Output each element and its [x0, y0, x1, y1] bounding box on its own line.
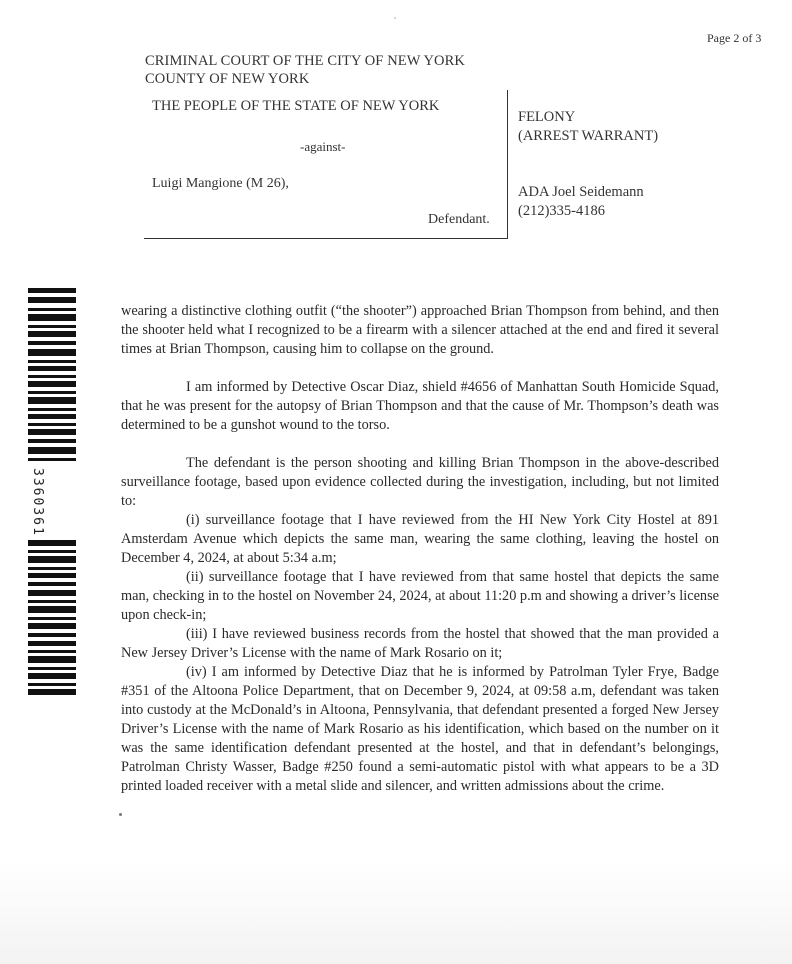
- page-bottom-shade: [0, 860, 792, 964]
- barcode-bar: [28, 540, 76, 546]
- ada-phone: (212)335-4186: [518, 203, 605, 219]
- barcode-bar: [28, 623, 76, 629]
- caption-defendant-name: Luigi Mangione (M 26),: [152, 176, 289, 191]
- charge-block: [518, 108, 658, 146]
- page-number: Page 2 of 3: [707, 31, 762, 45]
- charge-line-2: (ARREST WARRANT): [518, 128, 659, 144]
- barcode-bar: [28, 617, 76, 620]
- evidence-item-4: (iv) I am informed by Detective Diaz that he is informed by Patrolman Tyler Frye, Badge #351 of the Altoona Police Department, that on December 9, 2024, at 09:58 a.m, defendant was taken into custody at the McDonald’s in Altoona, Pennsylvania, that defendant presented a forged New Jersey Driver’s License with the name of Mark Rosario as his identification, which based on the number on it was the same identification defendant presented at the hostel, and that in defendant’s belongings, Patrolman Christy Wasser, Badge #250 found a semi-automatic pistol with what appears to be a 3D printed loaded receiver with a metal slide and silencer, and written admissions about the crime.: [121, 664, 719, 794]
- court-heading: [145, 52, 465, 88]
- charge-line-1: FELONY: [518, 109, 576, 125]
- barcode-bar: [28, 360, 76, 363]
- evidence-item-1: (i) surveillance footage that I have reviewed from the HI New York City Hostel at 891 Amsterdam Avenue which depicts the same man, wearing the same clothing, leaving the hostel on December 4, 2024, at about 5:34 a.m;: [121, 512, 719, 566]
- barcode-bar: [28, 429, 76, 435]
- barcode-bar: [28, 439, 76, 443]
- paragraph-autopsy: I am informed by Detective Oscar Diaz, shield #4656 of Manhattan South Homicide Squad, that he was present for the autopsy of Brian Thompson and that the cause of Mr. Thompson’s death was determined to be a gunshot wound to the torso.: [121, 379, 719, 433]
- paragraph-shooter: wearing a distinctive clothing outfit (“the shooter”) approached Brian Thompson from behind, and then the shooter held what I recognized to be a firearm with a silencer attached at the end and fired it several times at Brian Thompson, causing him to collapse on the ground.: [121, 303, 719, 357]
- barcode-bar: [28, 550, 76, 553]
- barcode-bar: [28, 325, 76, 328]
- barcode-bar: [28, 606, 76, 613]
- barcode-bar: [28, 600, 76, 603]
- caption-defendant-label: Defendant.: [428, 212, 490, 227]
- scan-speck: [394, 17, 396, 19]
- barcode-bar: [28, 408, 76, 411]
- paragraph-evidence-intro: The defendant is the person shooting and killing Brian Thompson in the above-described surveillance footage, based upon evidence collected during the investigation, including, but not limited to:: [121, 455, 719, 509]
- caption-against: -against-: [300, 139, 346, 154]
- margin-mark: [119, 813, 122, 816]
- barcode-bar: [28, 341, 76, 345]
- barcode-bar: [28, 381, 76, 387]
- barcode-bar: [28, 667, 76, 670]
- barcode-bar: [28, 458, 76, 461]
- barcode-bar: [28, 331, 76, 337]
- barcode-bar: [28, 297, 76, 303]
- affidavit-body: [121, 302, 719, 796]
- barcode-bar: [28, 397, 76, 404]
- barcode-bar: [28, 633, 76, 637]
- caption-people: THE PEOPLE OF THE STATE OF NEW YORK: [152, 98, 440, 114]
- ada-name: ADA Joel Seidemann: [518, 184, 644, 200]
- barcode-bar: [28, 375, 76, 378]
- evidence-item-3: (iii) I have reviewed business records from the hostel that showed that the man provided a New Jersey Driver’s License with the name of Mark Rosario on it;: [121, 626, 719, 661]
- barcode-bar: [28, 590, 76, 596]
- barcode-bar: [28, 366, 76, 371]
- barcode-bar: [28, 414, 76, 419]
- barcode-bar: [28, 567, 76, 570]
- evidence-item-2: (ii) surveillance footage that I have reviewed from that same hostel that depicts the same man, checking in to the hostel on November 24, 2024, at about 11:20 p.m and showing a driver’s license upon check-in;: [121, 569, 719, 623]
- barcode-bar: [28, 582, 76, 586]
- barcode-bar: [28, 573, 76, 578]
- barcode-bar: [28, 314, 76, 321]
- barcode-bar: [28, 423, 76, 426]
- barcode-bar: [28, 308, 76, 311]
- barcode-bar: [28, 673, 76, 679]
- ada-block: [518, 183, 644, 221]
- barcode-bar: [28, 689, 76, 695]
- barcode-bar: [28, 556, 76, 563]
- barcode-bar: [28, 391, 76, 394]
- barcode-bar: [28, 349, 76, 356]
- barcode-number: 3360361: [30, 468, 45, 537]
- barcode-bar: [28, 683, 76, 686]
- court-line-1: CRIMINAL COURT OF THE CITY OF NEW YORK: [145, 53, 465, 69]
- court-line-2: COUNTY OF NEW YORK: [145, 71, 310, 87]
- barcode-bar: [28, 447, 76, 454]
- barcode-bar: [28, 656, 76, 663]
- barcode-bar: [28, 288, 76, 293]
- barcode-bar: [28, 650, 76, 653]
- barcode-bar: [28, 641, 76, 646]
